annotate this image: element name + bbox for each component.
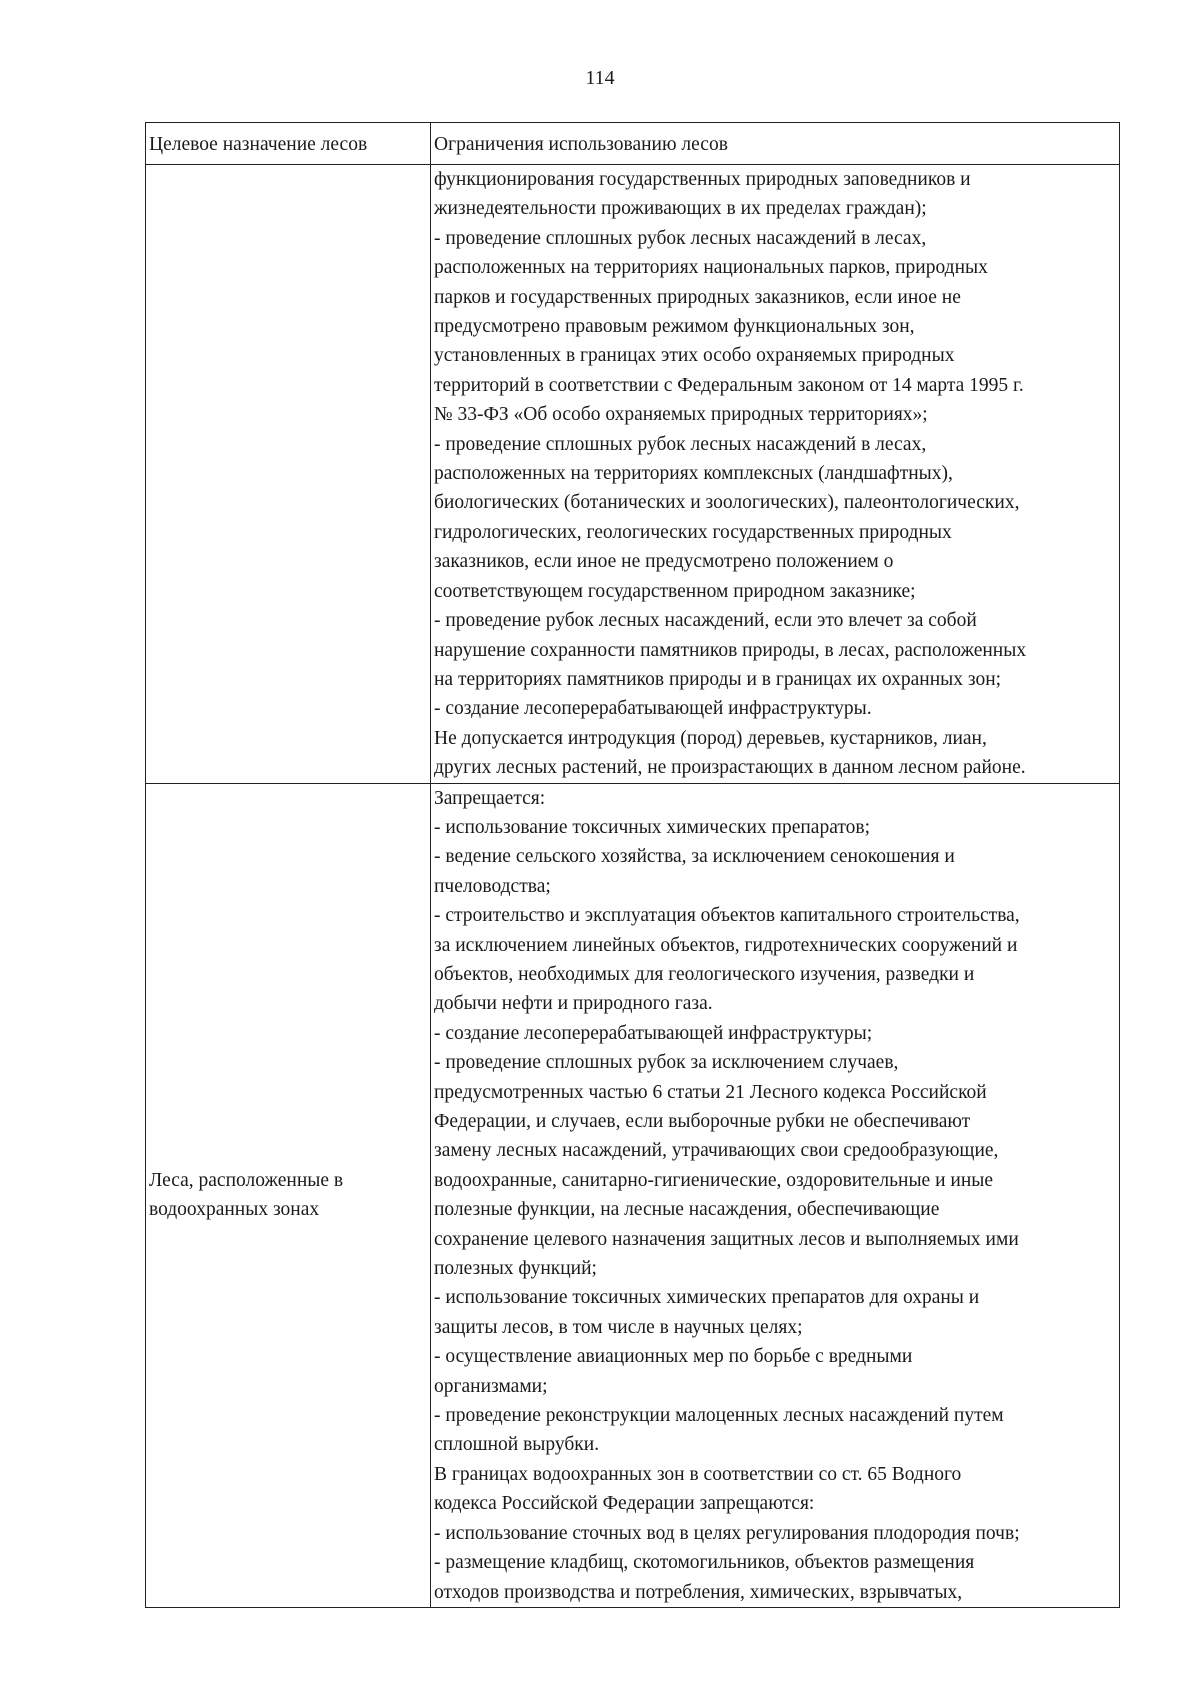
- text-line: сплошной вырубки.: [434, 1434, 600, 1456]
- table-row: [146, 165, 1120, 784]
- text-line: биологических (ботанических и зоологических), палеонтологических,: [434, 492, 1020, 514]
- text-line: территорий в соответствии с Федеральным законом от 14 марта 1995 г.: [434, 374, 1024, 396]
- text-line: Запрещается:: [434, 787, 546, 809]
- text-line: - использование сточных вод в целях регулирования плодородия почв;: [434, 1522, 1020, 1544]
- text-line: соответствующем государственном природном заказнике;: [434, 580, 916, 602]
- text-line: полезных функций;: [434, 1258, 597, 1280]
- text-line: парков и государственных природных заказников, если иное не: [434, 286, 961, 308]
- purpose-cell: [146, 165, 431, 784]
- text-line: - ведение сельского хозяйства, за исключением сенокошения и: [434, 846, 955, 868]
- text-line: № 33-ФЗ «Об особо охраняемых природных территориях»;: [434, 404, 928, 426]
- text-line: предусмотренных частью 6 статьи 21 Лесного кодекса Российской: [434, 1081, 987, 1103]
- restrictions-cell: [431, 165, 1120, 784]
- text-line: В границах водоохранных зон в соответствии со ст. 65 Водного: [434, 1463, 962, 1485]
- text-line: - использование токсичных химических препаратов для охраны и: [434, 1287, 980, 1309]
- text-line: полезные функции, на лесные насаждения, обеспечивающие: [434, 1199, 940, 1221]
- header-purpose: Целевое назначение лесов: [146, 123, 431, 165]
- text-line: организмами;: [434, 1375, 548, 1397]
- purpose-cell: [146, 783, 431, 1607]
- text-line: за исключением линейных объектов, гидротехнических сооружений и: [434, 934, 1018, 956]
- table-row: [146, 783, 1120, 1607]
- text-line: Федерации, и случаев, если выборочные рубки не обеспечивают: [434, 1111, 971, 1132]
- text-line: - осуществление авиационных мер по борьбе с вредными: [434, 1346, 913, 1368]
- text-line: других лесных растений, не произрастающих в данном лесном районе.: [434, 757, 1026, 779]
- text-line: - использование токсичных химических препаратов;: [434, 816, 870, 838]
- text-line: защиты лесов, в том числе в научных целях;: [434, 1316, 803, 1338]
- text-line: - размещение кладбищ, скотомогильников, объектов размещения: [434, 1552, 975, 1574]
- text-line: расположенных на территориях национальных парков, природных: [434, 257, 988, 279]
- text-line: - проведение сплошных рубок лесных насаждений в лесах,: [434, 433, 927, 455]
- text-line: заказников, если иное не предусмотрено положением о: [434, 551, 894, 573]
- text-line: сохранение целевого назначения защитных лесов и выполняемых ими: [434, 1228, 1019, 1250]
- text-line: нарушение сохранности памятников природы, в лесах, расположенных: [434, 639, 1027, 661]
- text-line: Не допускается интродукция (пород) деревьев, кустарников, лиан,: [434, 727, 987, 749]
- restrictions-table: [145, 122, 1120, 1608]
- text-line: установленных в границах этих особо охраняемых природных: [434, 345, 955, 367]
- text-line: водоохранные, санитарно-гигиенические, оздоровительные и иные: [434, 1169, 994, 1191]
- header-restrictions: Ограничения использованию лесов: [431, 123, 1120, 165]
- text-line: на территориях памятников природы и в границах их охранных зон;: [434, 668, 1002, 690]
- text-line: жизнедеятельности проживающих в их пределах граждан);: [434, 198, 927, 220]
- text-line: гидрологических, геологических государственных природных: [434, 521, 952, 543]
- text-line: - проведение сплошных рубок лесных насаждений в лесах,: [434, 227, 927, 249]
- text-line: Леса, расположенные в: [149, 1169, 344, 1191]
- text-line: расположенных на территориях комплексных (ландшафтных),: [434, 463, 953, 485]
- text-line: добычи нефти и природного газа.: [434, 993, 713, 1015]
- text-line: - создание лесоперерабатывающей инфраструктуры;: [434, 1022, 873, 1044]
- text-line: - создание лесоперерабатывающей инфраструктуры.: [434, 698, 872, 720]
- text-line: кодекса Российской Федерации запрещаются:: [434, 1493, 815, 1515]
- text-line: - проведение реконструкции малоценных лесных насаждений путем: [434, 1405, 1004, 1427]
- text-line: объектов, необходимых для геологического изучения, разведки и: [434, 963, 975, 985]
- text-line: функционирования государственных природных заповедников и: [434, 169, 971, 190]
- text-line: пчеловодства;: [434, 875, 551, 897]
- table-header-row: [146, 123, 1120, 165]
- page-number: 114: [585, 67, 615, 89]
- text-line: водоохранных зонах: [149, 1199, 320, 1221]
- text-line: - проведение рубок лесных насаждений, если это влечет за собой: [434, 610, 977, 632]
- text-line: предусмотрено правовым режимом функциональных зон,: [434, 316, 915, 338]
- restrictions-cell: [431, 783, 1120, 1607]
- text-line: - строительство и эксплуатация объектов капитального строительства,: [434, 905, 1020, 927]
- text-line: отходов производства и потребления, химических, взрывчатых,: [434, 1581, 963, 1603]
- text-line: замену лесных насаждений, утрачивающих свои средообразующие,: [434, 1140, 999, 1162]
- text-line: - проведение сплошных рубок за исключением случаев,: [434, 1052, 899, 1074]
